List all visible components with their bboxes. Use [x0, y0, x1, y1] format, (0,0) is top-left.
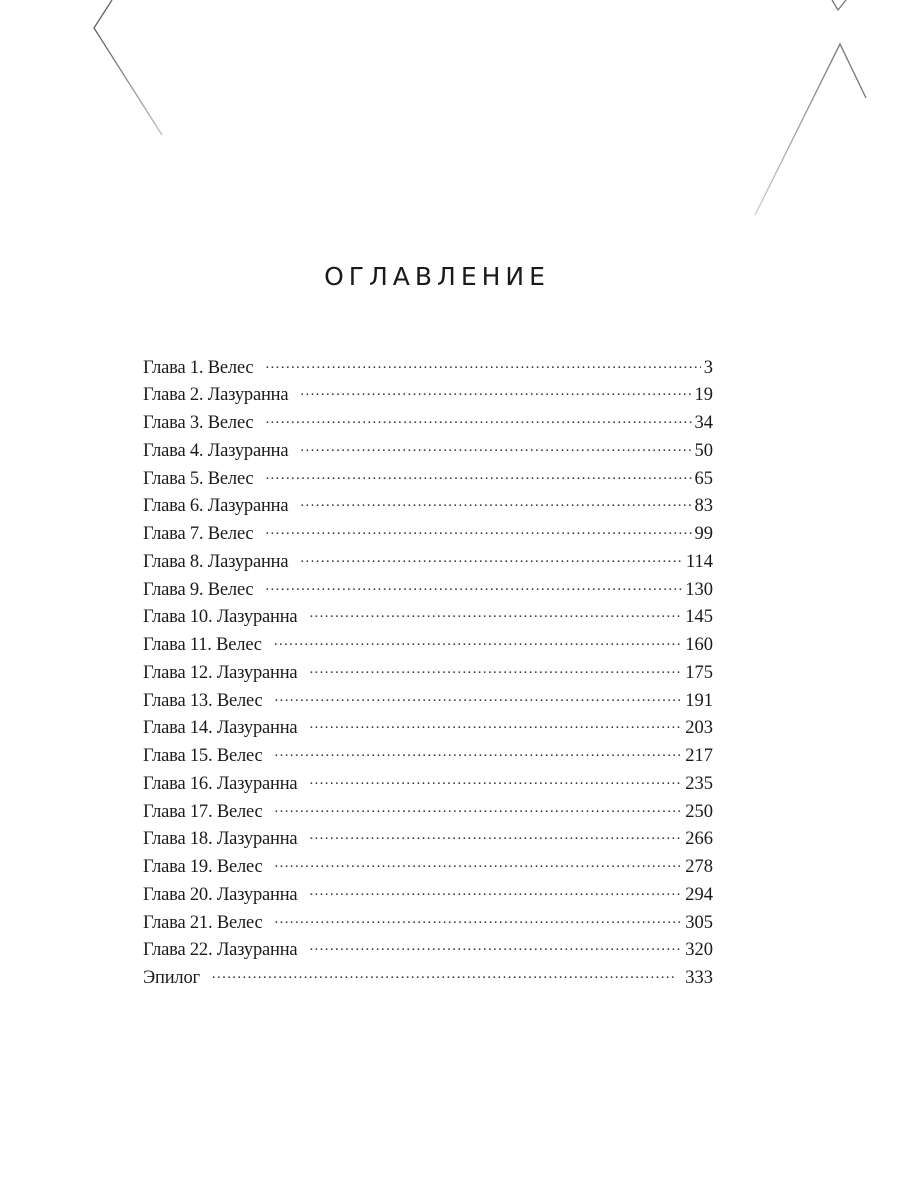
toc-entry-page-number: 320	[685, 940, 713, 961]
page-title: ОГЛАВЛЕНИЕ	[324, 262, 550, 291]
dot-leader	[309, 604, 682, 623]
toc-entry-label: Глава 4. Лазуранна	[143, 440, 289, 461]
toc-entry	[143, 604, 713, 632]
toc-entry-label: Глава 19. Велес	[143, 857, 263, 877]
dot-leader	[309, 659, 682, 678]
toc-entry	[143, 437, 713, 465]
toc-entry-label: Глава 20. Лазуранна	[143, 884, 298, 905]
toc-entry-page-number: 34	[694, 413, 713, 433]
toc-entry-page-number: 160	[685, 635, 713, 655]
toc-entry-page-number: 19	[694, 385, 713, 406]
toc-entry-label: Глава 16. Лазуранна	[143, 773, 298, 794]
toc-entry-label: Глава 15. Велес	[143, 746, 263, 766]
left-angle-line	[94, 0, 162, 135]
toc-entry	[143, 576, 713, 604]
toc-entry	[143, 465, 713, 493]
toc-entry-label: Глава 5. Велес	[143, 468, 254, 489]
toc-entry	[143, 881, 713, 909]
decorative-lines	[0, 0, 900, 240]
toc-entry-page-number: 130	[685, 579, 713, 600]
toc-entry	[143, 382, 713, 410]
toc-entry-label: Глава 14. Лазуранна	[143, 718, 298, 739]
toc-entry-page-number: 65	[694, 468, 713, 489]
toc-entry	[143, 410, 713, 438]
toc-entry	[143, 354, 713, 382]
toc-entry-page-number: 250	[685, 801, 713, 822]
dot-leader	[265, 410, 691, 429]
toc-entry	[143, 798, 713, 826]
toc-entry	[143, 937, 713, 965]
dot-leader	[300, 437, 691, 456]
toc-entry-label: Глава 6. Лазуранна	[143, 496, 289, 517]
table-of-contents	[143, 354, 713, 992]
dot-leader	[275, 687, 683, 706]
dot-leader	[265, 576, 682, 595]
toc-entry-label: Глава 11. Велес	[143, 635, 262, 655]
toc-entry-label: Глава 12. Лазуранна	[143, 662, 298, 683]
toc-entry-page-number: 235	[685, 773, 713, 794]
toc-entry-page-number: 83	[694, 496, 713, 517]
dot-leader	[309, 770, 682, 789]
toc-entry-page-number: 333	[685, 968, 713, 988]
toc-entry	[143, 909, 713, 937]
toc-entry	[143, 521, 713, 549]
toc-entry	[143, 826, 713, 854]
toc-entry-page-number: 50	[694, 440, 713, 461]
toc-entry	[143, 965, 713, 993]
toc-entry	[143, 493, 713, 521]
toc-entry-label: Глава 10. Лазуранна	[143, 607, 298, 628]
dot-leader	[275, 743, 683, 762]
toc-entry	[143, 632, 713, 660]
dot-leader	[309, 715, 682, 734]
toc-entry	[143, 715, 713, 743]
toc-entry	[143, 548, 713, 576]
toc-entry-page-number: 278	[685, 857, 713, 877]
dot-leader	[275, 854, 683, 873]
toc-entry	[143, 854, 713, 882]
toc-entry-label: Глава 21. Велес	[143, 912, 263, 933]
toc-entry	[143, 659, 713, 687]
toc-entry-page-number: 294	[685, 884, 713, 905]
toc-entry-label: Глава 17. Велес	[143, 801, 263, 822]
toc-entry-label: Глава 1. Велес	[143, 357, 254, 378]
toc-entry-page-number: 99	[694, 524, 713, 544]
dot-leader	[212, 965, 682, 984]
dot-leader	[309, 881, 682, 900]
dot-leader	[265, 521, 691, 540]
dot-leader	[274, 632, 682, 651]
toc-entry-label: Глава 2. Лазуранна	[143, 385, 289, 406]
toc-entry-page-number: 203	[685, 718, 713, 739]
toc-entry-label: Глава 7. Велес	[143, 524, 254, 544]
toc-entry-page-number: 175	[685, 662, 713, 683]
toc-entry-page-number: 305	[685, 912, 713, 933]
right-angle-line	[755, 44, 866, 215]
toc-entry	[143, 770, 713, 798]
toc-entry-page-number: 145	[685, 607, 713, 628]
toc-entry-page-number: 191	[685, 690, 713, 711]
toc-entry	[143, 687, 713, 715]
toc-entry-label: Глава 8. Лазуранна	[143, 551, 289, 572]
dot-leader	[309, 826, 682, 845]
right-top-angle-line	[832, 0, 846, 10]
dot-leader	[265, 354, 700, 373]
toc-entry-label: Эпилог	[143, 968, 200, 988]
dot-leader	[300, 493, 691, 512]
toc-entry-page-number: 266	[685, 829, 713, 850]
toc-entry	[143, 743, 713, 771]
dot-leader	[265, 465, 691, 484]
toc-entry-page-number: 3	[703, 357, 713, 378]
toc-entry-page-number: 114	[685, 551, 713, 572]
dot-leader	[275, 798, 683, 817]
toc-entry-label: Глава 18. Лазуранна	[143, 829, 298, 850]
toc-entry-label: Глава 13. Велес	[143, 690, 263, 711]
dot-leader	[309, 937, 682, 956]
toc-entry-label: Глава 22. Лазуранна	[143, 940, 298, 961]
toc-entry-label: Глава 9. Велес	[143, 579, 254, 600]
toc-entry-page-number: 217	[685, 746, 713, 766]
dot-leader	[275, 909, 683, 928]
dot-leader	[300, 382, 691, 401]
toc-entry-label: Глава 3. Велес	[143, 413, 254, 433]
dot-leader	[300, 548, 683, 567]
